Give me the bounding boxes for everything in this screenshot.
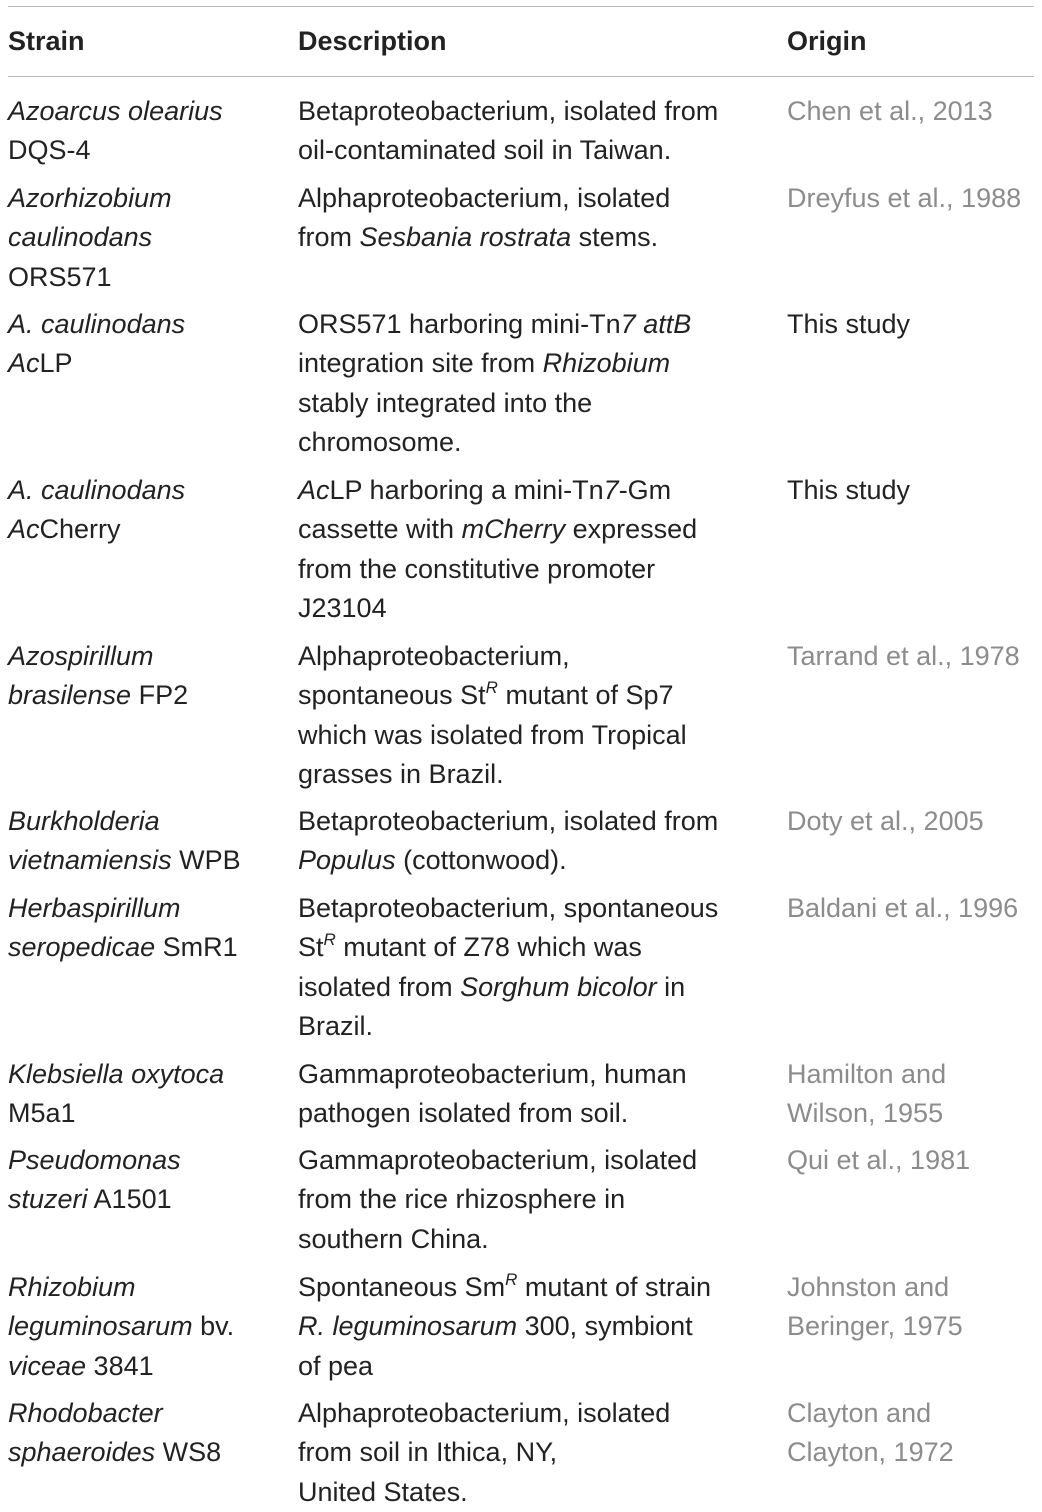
text-run: pathogen isolated from soil. (298, 1098, 629, 1129)
text-run: Spontaneous Sm (298, 1272, 506, 1302)
text-run: from the rice rhizosphere in (298, 1184, 626, 1215)
description-cell (298, 471, 768, 628)
text-run: LP (39, 348, 73, 379)
origin-text: Baldani et al., 1996 (787, 893, 1019, 923)
text-run: spontaneous St (298, 680, 486, 711)
text-run: stably integrated into the (298, 387, 593, 418)
origin-reference-link[interactable] (787, 179, 1042, 218)
italic-text: A. caulinodans (8, 309, 186, 339)
superscript-r: R (323, 930, 336, 950)
text-run: -Gm (618, 475, 672, 505)
header-strain: Strain (8, 26, 85, 56)
italic-text: stuzeri (8, 1184, 88, 1215)
text-run: Betaproteobacterium, isolated from (298, 96, 719, 126)
text-run: FP2 (131, 680, 189, 711)
strain-cell (8, 471, 288, 550)
text-run: A1501 (87, 1184, 172, 1215)
origin-text: Doty et al., 2005 (787, 806, 984, 836)
text-run: J23104 (298, 592, 387, 623)
italic-text: sphaeroides (8, 1437, 156, 1468)
superscript-r: R (485, 678, 498, 698)
italic-text: Rhizobium (542, 348, 671, 379)
description-cell (298, 179, 768, 258)
text-run: southern China. (298, 1223, 489, 1254)
text-run: isolated from (298, 971, 461, 1002)
text-run: oil-contaminated soil in Taiwan. (298, 135, 672, 166)
text-run: 3841 (86, 1350, 154, 1381)
italic-text: A. caulinodans (8, 475, 186, 505)
origin-text: Qui et al., 1981 (787, 1145, 971, 1175)
text-run: Betaproteobacterium, spontaneous (298, 893, 719, 923)
description-cell (298, 889, 768, 1046)
origin-reference-link[interactable] (787, 92, 1042, 131)
text-run: in (656, 971, 686, 1002)
superscript-r: R (505, 1270, 518, 1289)
description-cell (298, 92, 768, 171)
italic-text: Azoarcus olearius (8, 96, 223, 126)
text-run: grasses in Brazil. (298, 758, 504, 789)
text-run: WPB (171, 845, 241, 876)
text-run: chromosome. (298, 426, 462, 457)
italic-text: Rhodobacter (8, 1398, 163, 1428)
origin-cell (787, 471, 1042, 510)
text-run: ORS571 harboring mini-Tn (298, 309, 621, 339)
text-run: LP harboring a mini-Tn (329, 475, 604, 505)
origin-text: Wilson, 1955 (787, 1098, 944, 1129)
text-run: 300, symbiont (517, 1311, 693, 1342)
italic-text: seropedicae (8, 932, 156, 963)
header-description: Description (298, 26, 447, 56)
origin-text: This study (787, 475, 911, 505)
header-rule (8, 76, 1034, 77)
origin-text: Chen et al., 2013 (787, 96, 993, 126)
italic-text: Azospirillum (8, 641, 154, 671)
strain-cell (8, 1141, 288, 1220)
text-run: Gammaproteobacterium, isolated (298, 1145, 698, 1175)
text-run: mutant of strain (517, 1272, 712, 1302)
text-run: mutant of Sp7 (497, 680, 674, 711)
italic-text: leguminosarum (8, 1311, 193, 1342)
origin-text: Hamilton and (787, 1059, 947, 1089)
description-cell (298, 802, 768, 881)
origin-text: Johnston and (787, 1272, 950, 1302)
italic-text: Herbaspirillum (8, 893, 181, 923)
strain-cell (8, 1268, 288, 1386)
header-origin: Origin (787, 26, 867, 56)
strain-cell (8, 802, 288, 881)
description-cell (298, 305, 768, 462)
text-run: DQS-4 (8, 135, 91, 166)
italic-text: brasilense (8, 680, 132, 711)
origin-text: Clayton, 1972 (787, 1437, 954, 1468)
italic-text: caulinodans (8, 222, 153, 253)
origin-reference-link[interactable] (787, 889, 1042, 928)
italic-text: Azorhizobium (8, 183, 172, 213)
text-run: Alphaproteobacterium, isolated (298, 1398, 671, 1428)
text-run: of pea (298, 1350, 374, 1381)
text-run: stems. (571, 222, 659, 253)
origin-reference-link[interactable] (787, 1055, 1042, 1134)
description-cell (298, 1141, 768, 1259)
italic-text: Rhizobium (8, 1272, 136, 1302)
text-run: M5a1 (8, 1098, 76, 1129)
description-cell (298, 1055, 768, 1134)
origin-text: Beringer, 1975 (787, 1311, 963, 1342)
strain-cell (8, 1055, 288, 1134)
text-run: cassette with (298, 514, 462, 545)
text-run: Betaproteobacterium, isolated from (298, 806, 719, 836)
text-run: expressed (565, 514, 698, 545)
strain-cell (8, 637, 288, 716)
text-run: SmR1 (155, 932, 238, 963)
origin-text: This study (787, 309, 911, 339)
italic-text: Ac (8, 348, 40, 379)
italic-text: vietnamiensis (8, 845, 172, 876)
strain-cell (8, 889, 288, 968)
origin-text: Clayton and (787, 1398, 932, 1428)
italic-text: Pseudomonas (8, 1145, 181, 1175)
origin-text: Dreyfus et al., 1988 (787, 183, 1022, 213)
strain-cell (8, 179, 288, 297)
strain-cell (8, 1394, 288, 1473)
text-run: ORS571 (8, 261, 112, 292)
origin-reference-link[interactable] (787, 802, 1042, 841)
origin-reference-link[interactable] (787, 1394, 1042, 1473)
text-run: Alphaproteobacterium, isolated (298, 183, 671, 213)
description-cell (298, 637, 768, 794)
text-run: Cherry (39, 514, 121, 545)
italic-text: 7 (620, 309, 636, 339)
italic-text: Klebsiella oxytoca (8, 1059, 225, 1089)
text-run: mutant of Z78 which was (335, 932, 642, 963)
italic-text: 7 (603, 475, 619, 505)
origin-text: Tarrand et al., 1978 (787, 641, 1020, 671)
text-run: St (298, 932, 324, 963)
description-cell (298, 1394, 768, 1512)
strain-cell (8, 92, 288, 171)
italic-text: Burkholderia (8, 806, 160, 836)
italic-text: attB (643, 309, 692, 339)
text-run: Gammaproteobacterium, human (298, 1059, 687, 1089)
origin-reference-link[interactable] (787, 1141, 1042, 1180)
italic-text: viceae (8, 1350, 87, 1381)
origin-reference-link[interactable] (787, 637, 1042, 676)
italic-text: Populus (298, 845, 396, 876)
text-run: (cottonwood). (395, 845, 567, 876)
description-cell (298, 1268, 768, 1386)
text-run: bv. (192, 1311, 235, 1342)
italic-text: Ac (298, 475, 330, 505)
text-run: integration site from (298, 348, 543, 379)
origin-cell (787, 305, 1042, 344)
strain-cell (8, 305, 288, 384)
italic-text: Sorghum bicolor (460, 971, 657, 1002)
text-run: United States. (298, 1476, 468, 1507)
text-run: from the constitutive promoter (298, 553, 656, 584)
text-run: which was isolated from Tropical (298, 719, 687, 750)
origin-reference-link[interactable] (787, 1268, 1042, 1347)
text-run: from (298, 222, 360, 253)
italic-text: Sesbania rostrata (359, 222, 572, 253)
text-run: from soil in Ithica, NY, (298, 1437, 558, 1468)
text-run: Brazil. (298, 1010, 374, 1041)
italic-text: mCherry (461, 514, 566, 545)
table-top-rule (8, 6, 1034, 7)
italic-text: R. leguminosarum (298, 1311, 518, 1342)
text-run: WS8 (155, 1437, 222, 1468)
text-run: Alphaproteobacterium, (298, 641, 570, 671)
italic-text: Ac (8, 514, 40, 545)
